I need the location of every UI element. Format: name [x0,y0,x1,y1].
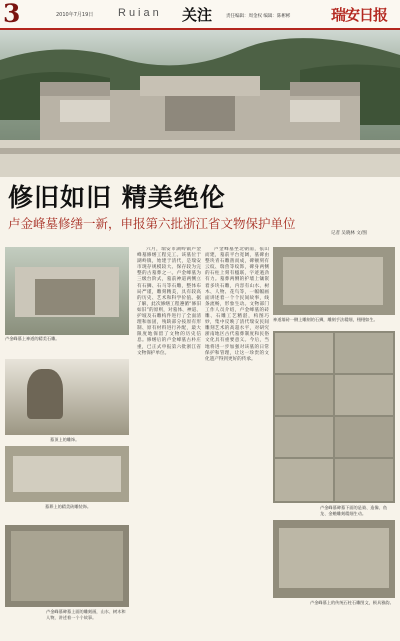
page-header [0,0,400,30]
caption-right-1: 神道墙砖一侧上雕刻的石狮，雕刻手法精细，栩栩如生。 [273,317,378,322]
masthead: 瑞安日报 [331,6,388,24]
left-photo-3 [5,446,129,502]
caption-left-2: 墓顶上的雕饰。 [50,437,80,442]
left-photo-2 [5,359,129,435]
right-photo-grid [273,331,395,503]
caption-right-3: 卢金峰墓上的传统石柱石雕图文，极具雅韵。 [310,600,394,605]
caption-left-1: 卢金峰墓上神道的精美石雕。 [5,336,60,341]
right-photo-3 [273,520,395,598]
article-text-1: 六月，瑞安市湖岭镇卢金峰墓修缮工程完工。该墓位于湖岭镇，始建于清代，是瑞安市现存规模较大、保存较为完整的古墓葬之一。卢金峰墓为三级台阶式，墓前神道两侧立有石狮、石马等石雕，整体布局严谨，雕刻精美，具有较高的历史、艺术和科学价值。据了解，此次修缮工程遵循“修旧如旧”的原则，对墓体、神道、护坡及石雕构件进行了全面清理和加固，残缺部分按原有形制、原有材料进行补配，最大限度地保留了文物的历史信息。修缮后的卢金峰墓古朴庄重，已正式申报第六批浙江省文物保护单位。 [137,247,201,356]
article-column-1 [137,247,201,637]
caption-left-3: 墓葬上的精美砖雕装饰。 [45,504,92,509]
caption-right-2: 卢金峰墓碑墓下面的是骑、造像、鱼龙、金蟾雕刻精细生动。 [320,505,388,516]
headline: 修旧如旧 精美绝伦 [8,183,226,212]
region-label: Ruian [118,7,162,19]
article-text-2: 卢金峰墓坐北朝南，依山而建，墓前平台宽阔，墓碑由整块青石雕凿而成，碑额刻有云纹、瑞兽等纹饰，碑身两侧的石柱上刻有楹联，字迹遒劲有力。墓葬两侧的护墙上镶嵌着多块石雕，内容有山水、树木、人物、花鸟等，一幅幅画面讲述着一个个民间故事，线条流畅，形象生动。文物部门工作人员介绍，卢金峰墓的砖雕、石雕工艺精湛，构图巧妙，集中反映了清代瑞安民间雕刻艺术的高超水平，对研究浙南地区古代墓葬制度和民俗文化具有重要意义。今后，当地将进一步加强对该墓的日常保护和管理，让这一珍贵的文化遗产得到更好的传承。 [205,247,269,362]
left-photo-1 [5,247,129,335]
subheadline: 卢金峰墓修缮一新，申报第六批浙江省文物保护单位 [8,216,296,231]
article-column-2 [205,247,269,637]
tomb-main-photo [0,30,400,177]
left-photo-4 [5,525,129,607]
caption-left-4: 卢金峰墓碑墓上面的雕刻画，山水、树木和人物，讲述着一个个故事。 [46,609,126,620]
page-number: 3 [3,0,21,28]
editor-credits: 责任编辑：周金权 编辑：陈彬彬 [226,14,291,19]
issue-date: 2010年7月19日 [56,12,94,18]
right-photo-1 [273,247,395,315]
byline: 记者 吴晓林 文/图 [331,231,367,236]
section-title: 关注 [182,6,213,24]
